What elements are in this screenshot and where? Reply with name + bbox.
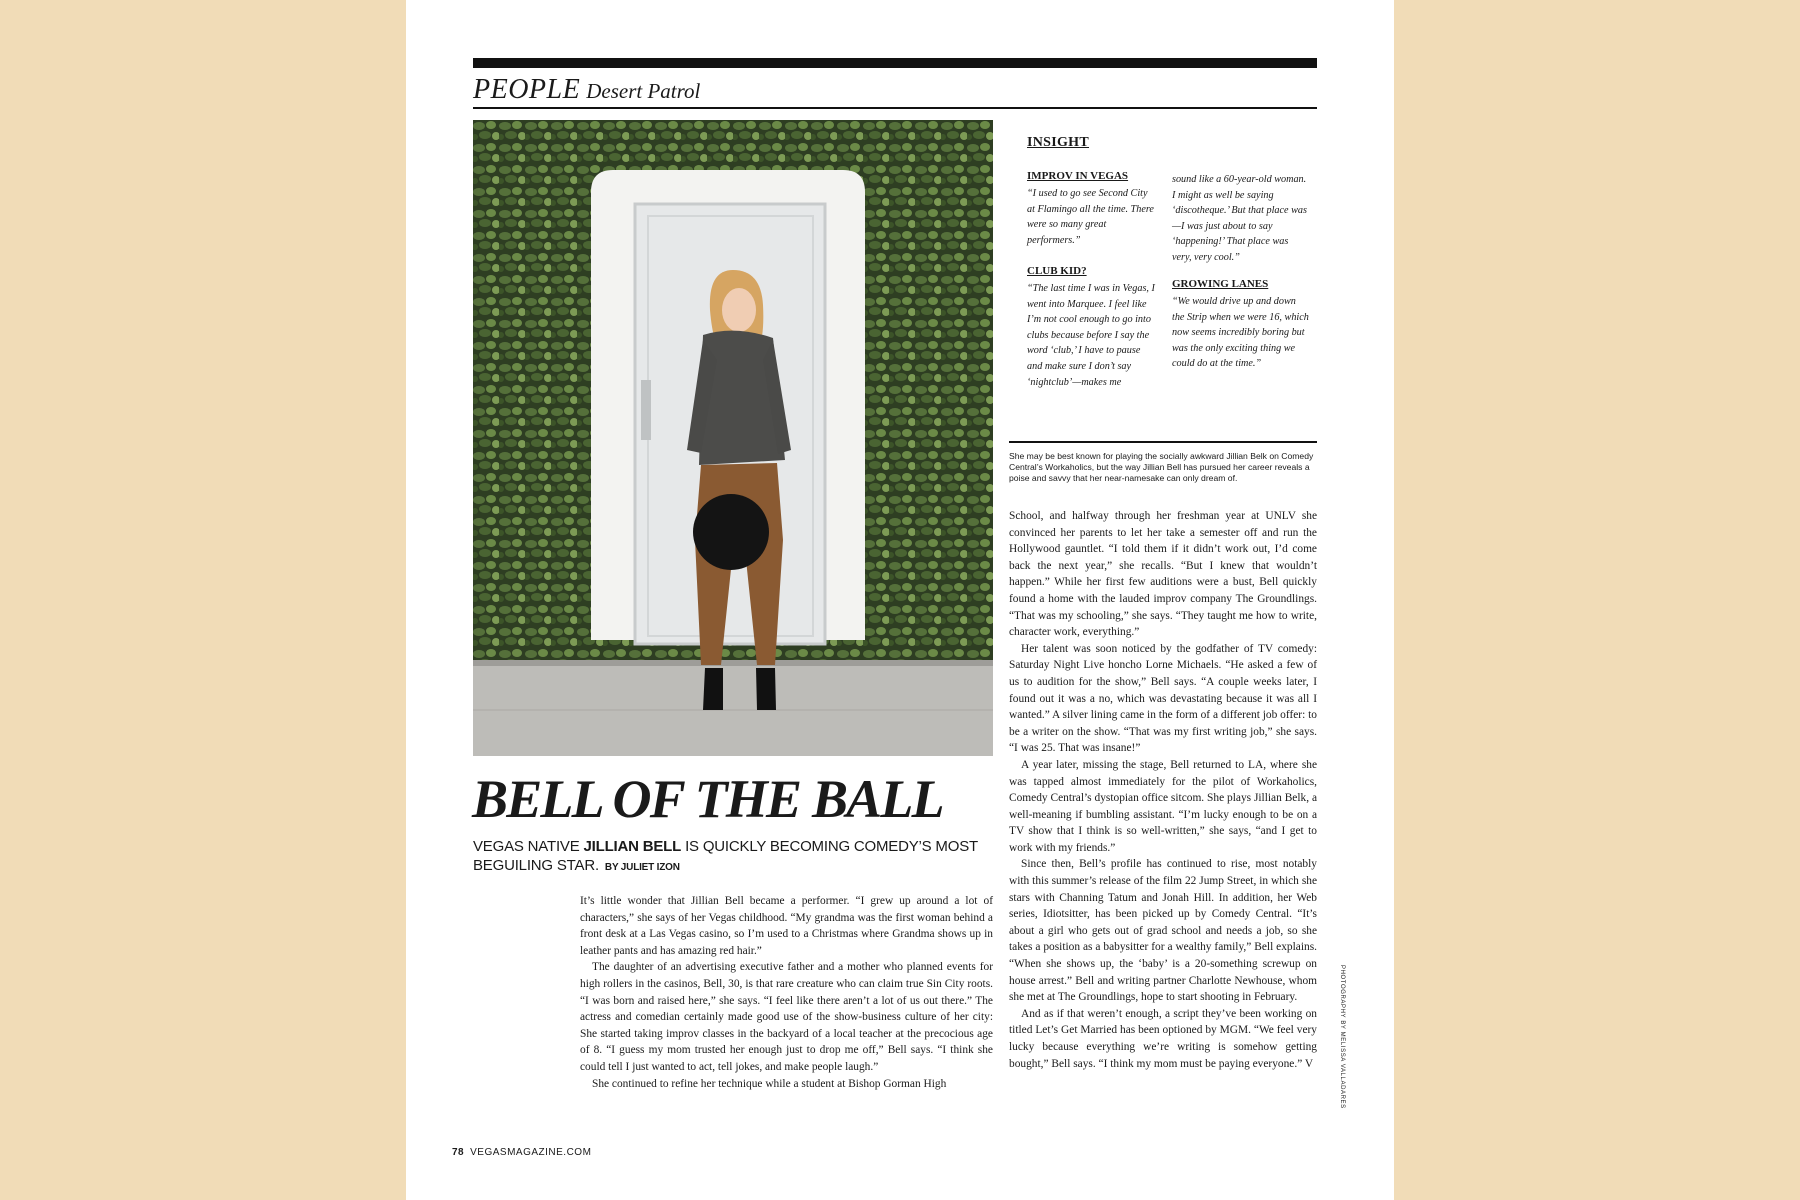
- section-subname: Desert Patrol: [586, 79, 701, 103]
- insight-quote: “We would drive up and down the Strip when we were 16, which now seems incredibly boring but was the only exciting thing we could do at the time.”: [1172, 296, 1309, 370]
- insight-item-improv: [1027, 170, 1155, 248]
- body-paragraph: And as if that weren’t enough, a script they’ve been working on titled Let’s Get Married has been optioned by MGM. “We feel very lucky because everything we’re writing is somehow getting bought,” Bell says. “I think my mom must be paying everyone.” V: [1009, 1007, 1317, 1070]
- insight-quote: sound like a 60-year-old woman. I might as well be saying ‘discotheque.’ But that place was—I was just about to say ‘happening!’ That place was very, very cool.”: [1172, 174, 1307, 263]
- body-paragraph: A year later, missing the stage, Bell returned to LA, where she was tapped almost immediately for the pilot of Workaholics, Comedy Central’s dystopian office sitcom. She plays Jillian Belk, a well-meaning if bumbling assistant. “I’m lucky enough to be on a TV show that I think is so well-written,” she says, “and I get to work with my friends.”: [1009, 758, 1317, 854]
- section-header: [473, 74, 700, 106]
- insight-heading: IMPROV IN VEGAS: [1027, 170, 1129, 182]
- insight-title: INSIGHT: [1027, 135, 1090, 150]
- body-paragraph: The daughter of an advertising executive father and a mother who planned events for high rollers in the casinos, Bell, 30, is that rare creature who can claim true Sin City roots. “I was born and raised here,” she says. “I feel like there aren’t a lot of us out there.” The actress and comedian certainly made good use of the show-business culture of her city: She started taking improv classes in the backyard of a local teacher at the precocious age of 8. “I guess my mom trusted her enough just to drop me off,” Bell says. “I think she could tell I just wanted to act, tell jokes, and make people laugh.”: [580, 961, 993, 1073]
- body-paragraph: She continued to refine her technique while a student at Bishop Gorman High: [592, 1077, 947, 1090]
- dek: [473, 837, 993, 877]
- site-url: VEGASMAGAZINE.COM: [470, 1147, 592, 1158]
- dek-name: JILLIAN BELL: [583, 838, 682, 855]
- insight-quote: “The last time I was in Vegas, I went into Marquee. I feel like I’m not cool enough to go into clubs because before I say the word ‘club,’ I have to pause and make sure I don’t say ‘nightclub’—makes me: [1027, 283, 1155, 388]
- body-paragraph: Since then, Bell’s profile has continued to rise, most notably with this summer’s release of the film 22 Jump Street, in which she stars with Channing Tatum and Jonah Hill. In addition, her Web series, Idiotsitter, has been picked up by Comedy Central. “It’s about a girl who gets out of grad school and needs a job, so she takes a position as a babysitter for a wealthy family,” Bell explains. “When she shows up, the ‘baby’ is a 20-something screwup on house arrest.” Bell and writing partner Charlotte Newhouse, whom she met at The Groundlings, hope to start shooting in February.: [1009, 858, 1317, 1004]
- magazine-page: [406, 0, 1394, 1200]
- portrait-photo: [473, 120, 993, 756]
- body-paragraph: Her talent was soon noticed by the godfather of TV comedy: Saturday Night Live honcho Lorne Michaels. “He asked a few of us to audition for the show,” Bell says. “A couple weeks later, I found out it was a no, which was devastating because it was all I wanted.” A silver lining came in the form of a different job offer: to be a writer on the show. “That was my first writing job,” she says. “I was 25. That was insane!”: [1009, 642, 1317, 755]
- page-footer: [452, 1147, 591, 1158]
- headline: BELL OF THE BALL: [472, 769, 943, 829]
- dek-pre: VEGAS NATIVE: [473, 838, 584, 855]
- insight-item-growing-lanes: [1172, 278, 1310, 372]
- photo-credit: PHOTOGRAPHY BY MELISSA VALLADARES: [1339, 965, 1345, 1109]
- body-paragraph: It’s little wonder that Jillian Bell became a performer. “I grew up around a lot of characters,” she says of her Vegas childhood. “My grandma was the first woman behind a front desk at a Las Vegas casino, so I’m used to a Christmas where Grandma shows up in leather pants and has amazing red hair.”: [580, 895, 993, 957]
- body-column-2: [1009, 508, 1317, 1072]
- dek-post: IS QUICKLY BECOMING COMEDY’S MOST BEGUILING STAR.: [473, 838, 978, 874]
- page-number: 78: [452, 1147, 465, 1158]
- section-name: PEOPLE: [473, 74, 581, 105]
- insight-heading: CLUB KID?: [1027, 265, 1087, 277]
- top-rule: [473, 58, 1317, 68]
- insight-item-club-kid: [1027, 265, 1155, 390]
- body-paragraph: School, and halfway through her freshman year at UNLV she convinced her parents to let her take a semester off and run the Hollywood gauntlet. “I told them if it didn’t work out, I’d come back the next year,” she recalls. “But I knew that wouldn’t happen.” While her first few auditions were a bust, Bell quickly found a home with the lauded improv company The Groundlings. “That was my schooling,” she says. “They taught me how to write, character work, everything.”: [1009, 510, 1317, 639]
- insight-heading: GROWING LANES: [1172, 278, 1269, 290]
- insight-rule: [1009, 441, 1317, 443]
- section-rule: [473, 107, 1317, 109]
- insight-quote: “I used to go see Second City at Flamingo all the time. There were so many great performers.”: [1027, 188, 1154, 246]
- intro-summary: She may be best known for playing the socially awkward Jillian Belk on Comedy Central’s Workaholics, but the way Jillian Bell has pursued her career reveals a poise and savvy that her near-namesake can only dream of.: [1009, 451, 1314, 483]
- insight-item-club-kid-continued: [1172, 172, 1310, 266]
- byline: BY JULIET IZON: [604, 862, 680, 873]
- body-column-1: [580, 893, 993, 1092]
